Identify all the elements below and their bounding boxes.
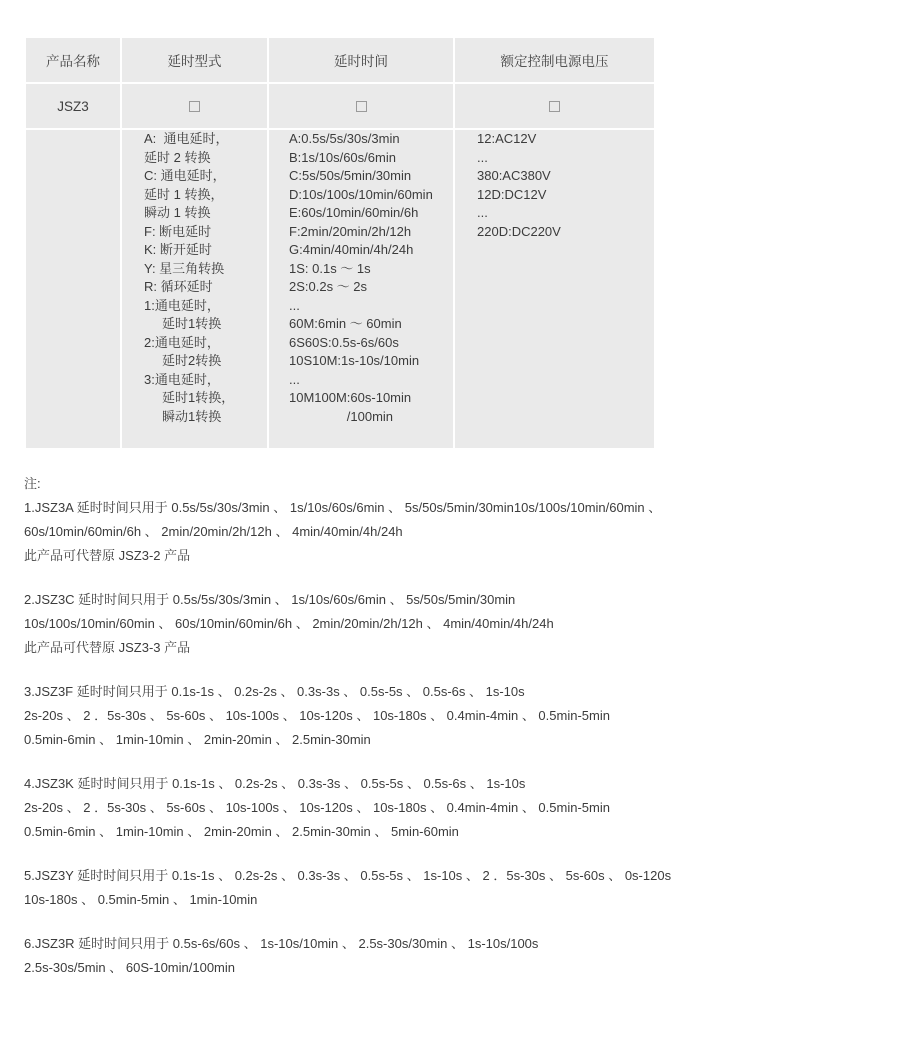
detail-line: R: 循环延时 bbox=[144, 279, 213, 294]
detail-line: 2S:0.2s ～ 2s bbox=[289, 279, 368, 294]
note-line: 此产品可代替原 JSZ3-3 产品 bbox=[24, 640, 191, 655]
detail-line: ... bbox=[289, 371, 300, 387]
notes-title: 注: bbox=[24, 476, 41, 491]
detail-line: F:2min/20min/2h/12h bbox=[289, 223, 412, 239]
detail-line: E:60s/10min/60min/6h bbox=[289, 205, 419, 220]
detail-line: 瞬动 1 转换 bbox=[144, 205, 211, 220]
notes-section bbox=[24, 472, 874, 980]
checkbox-square-icon bbox=[356, 101, 367, 112]
detail-line: 延时 1 转换， bbox=[144, 186, 224, 202]
detail-line: D:10s/100s/10min/60min bbox=[289, 186, 433, 202]
detail-line: ... bbox=[477, 149, 488, 165]
table-model-row bbox=[26, 84, 654, 128]
detail-line: 1:通电延时， bbox=[144, 297, 220, 313]
detail-line: 1S: 0.1s ～ 1s bbox=[289, 260, 371, 276]
document-page bbox=[0, 36, 900, 980]
detail-line: 12:AC12V bbox=[477, 131, 537, 146]
detail-line: 延时 2 转换 bbox=[144, 149, 211, 165]
note-line: 0.5min-6min 、 1min-10min 、 2min-20min 、 2.5min-30min 、 5min-60min bbox=[24, 824, 459, 839]
detail-line: 延时2转换 bbox=[144, 353, 222, 368]
cell-delay-time-marker bbox=[269, 84, 453, 128]
detail-line: A: 通电延时， bbox=[144, 131, 229, 146]
detail-cell-delay-time bbox=[269, 130, 453, 448]
detail-line: C: 通电延时， bbox=[144, 168, 226, 183]
specification-table bbox=[24, 36, 656, 450]
header-delay-time: 延时时间 bbox=[269, 38, 453, 82]
note-line: 10s/100s/10min/60min 、 60s/10min/60min/6h 、 2min/20min/2h/12h 、 4min/40min/4h/24h bbox=[24, 616, 554, 631]
note-line: 此产品可代替原 JSZ3-2 产品 bbox=[24, 548, 191, 563]
detail-line: B:1s/10s/60s/6min bbox=[289, 149, 396, 165]
table-header-row bbox=[26, 38, 654, 82]
detail-line: G:4min/40min/4h/24h bbox=[289, 242, 414, 257]
detail-line: 10S10M:1s-10s/10min bbox=[289, 353, 420, 368]
note-line: 1.JSZ3A 延时时间只用于 0.5s/5s/30s/3min 、 1s/10s/60s/6min 、 5s/50s/5min/30min10s/100s/10min/60min 、 bbox=[24, 500, 662, 515]
note-line: 0.5min-6min 、 1min-10min 、 2min-20min 、 2.5min-30min bbox=[24, 732, 371, 747]
note-line: 2.JSZ3C 延时时间只用于 0.5s/5s/30s/3min 、 1s/10s/60s/6min 、 5s/50s/5min/30min bbox=[24, 592, 516, 607]
note-line: 5.JSZ3Y 延时时间只用于 0.1s-1s 、 0.2s-2s 、 0.3s-3s 、 0.5s-5s 、 1s-10s 、 2 ．5s-30s 、 5s-60s 、 0s-120s bbox=[24, 868, 672, 883]
detail-line: ... bbox=[289, 297, 300, 313]
note-item bbox=[24, 588, 874, 660]
detail-line: 60M:6min ～ 60min bbox=[289, 316, 402, 331]
detail-line: 220D:DC220V bbox=[477, 223, 561, 239]
note-line: 2s-20s 、 2 ．5s-30s 、 5s-60s 、 10s-100s 、 10s-120s 、 10s-180s 、 0.4min-4min 、 0.5min-5min bbox=[24, 800, 610, 815]
detail-line: 10M100M:60s-10min bbox=[289, 390, 412, 405]
detail-line: 延时1转换， bbox=[144, 390, 235, 405]
header-rated-voltage: 额定控制电源电压 bbox=[455, 38, 654, 82]
note-line: 60s/10min/60min/6h 、 2min/20min/2h/12h 、 4min/40min/4h/24h bbox=[24, 524, 403, 539]
detail-line: F: 断电延时 bbox=[144, 223, 212, 239]
detail-line: ... bbox=[477, 205, 488, 220]
detail-line: 2:通电延时， bbox=[144, 334, 220, 350]
checkbox-square-icon bbox=[189, 101, 200, 112]
detail-cell-voltage bbox=[455, 130, 654, 448]
detail-line: 12D:DC12V bbox=[477, 186, 547, 202]
detail-line: 6S60S:0.5s-6s/60s bbox=[289, 334, 399, 350]
detail-line: Y: 星三角转换 bbox=[144, 260, 225, 276]
note-line: 6.JSZ3R 延时时间只用于 0.5s-6s/60s 、 1s-10s/10min 、 2.5s-30s/30min 、 1s-10s/100s bbox=[24, 936, 539, 951]
note-line: 2s-20s 、 2 ．5s-30s 、 5s-60s 、 10s-100s 、 10s-120s 、 10s-180s 、 0.4min-4min 、 0.5min-5min bbox=[24, 708, 610, 723]
detail-line: C:5s/50s/5min/30min bbox=[289, 168, 412, 183]
note-item bbox=[24, 496, 874, 568]
note-item bbox=[24, 864, 874, 912]
detail-cell-delay-type bbox=[122, 130, 267, 448]
cell-model-name: JSZ3 bbox=[26, 84, 120, 128]
header-delay-type: 延时型式 bbox=[122, 38, 267, 82]
note-item bbox=[24, 932, 874, 980]
detail-line: /100min bbox=[289, 408, 394, 424]
note-item bbox=[24, 680, 874, 752]
note-line: 3.JSZ3F 延时时间只用于 0.1s-1s 、 0.2s-2s 、 0.3s-3s 、 0.5s-5s 、 0.5s-6s 、 1s-10s bbox=[24, 684, 525, 699]
detail-cell-empty bbox=[26, 130, 120, 448]
note-line: 10s-180s 、 0.5min-5min 、 1min-10min bbox=[24, 892, 258, 907]
detail-line: A:0.5s/5s/30s/3min bbox=[289, 131, 400, 146]
note-line: 4.JSZ3K 延时时间只用于 0.1s-1s 、 0.2s-2s 、 0.3s-3s 、 0.5s-5s 、 0.5s-6s 、 1s-10s bbox=[24, 776, 526, 791]
cell-delay-type-marker bbox=[122, 84, 267, 128]
detail-line: K: 断开延时 bbox=[144, 242, 212, 257]
detail-line: 延时1转换 bbox=[144, 316, 222, 331]
note-line: 2.5s-30s/5min 、 60S-10min/100min bbox=[24, 960, 235, 975]
header-product-name: 产品名称 bbox=[26, 38, 120, 82]
checkbox-square-icon bbox=[549, 101, 560, 112]
cell-voltage-marker bbox=[455, 84, 654, 128]
detail-line: 3:通电延时， bbox=[144, 371, 220, 387]
table-detail-row bbox=[26, 130, 654, 448]
detail-line: 380:AC380V bbox=[477, 168, 551, 183]
detail-line: 瞬动1转换 bbox=[144, 408, 222, 424]
note-item bbox=[24, 772, 874, 844]
